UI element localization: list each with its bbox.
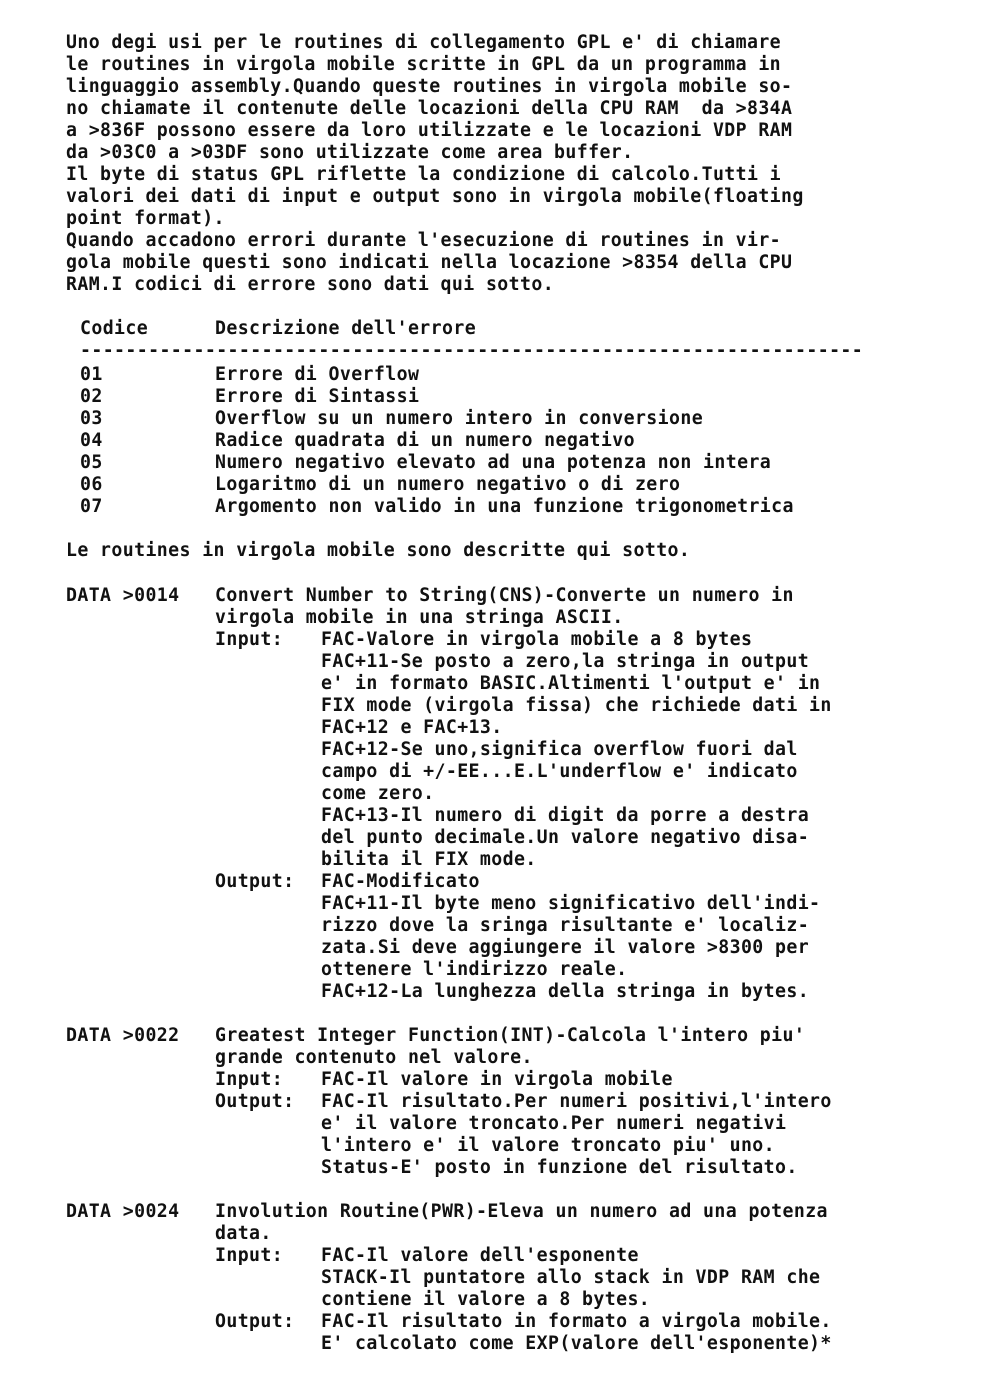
- output-line: rizzo dove la sringa risultante e' localiz-: [321, 915, 810, 936]
- intro-line: da >03C0 a >03DF sono utilizzate come area buffer.: [66, 142, 634, 163]
- input-line: FAC-Il valore dell'esponente: [321, 1245, 639, 1266]
- routine-label: DATA >0024: [66, 1201, 180, 1222]
- routine-desc: Involution Routine(PWR)-Eleva un numero ad una potenza: [215, 1201, 828, 1222]
- intro-line: point format).: [66, 208, 225, 229]
- output-label: Output:: [215, 1311, 295, 1332]
- output-line: FAC+11-Il byte meno significativo dell'indi-: [321, 893, 821, 914]
- error-desc: Errore di Overflow: [215, 364, 420, 385]
- input-line: campo di +/-EE...E.L'underflow e' indicato: [321, 761, 798, 782]
- output-line: e' il valore troncato.Per numeri negativi: [321, 1113, 787, 1134]
- input-line: FAC+12-Se uno,significa overflow fuori dal: [321, 739, 798, 760]
- table-header-desc: Descrizione dell'errore: [215, 318, 477, 339]
- intro-line: Quando accadono errori durante l'esecuzione di routines in vir-: [66, 230, 782, 251]
- routine-desc: grande contenuto nel valore.: [215, 1047, 533, 1068]
- input-line: FAC+13-Il numero di digit da porre a destra: [321, 805, 810, 826]
- output-line: zata.Si deve aggiungere il valore >8300 per: [321, 937, 810, 958]
- input-line: FAC-Il valore in virgola mobile: [321, 1069, 673, 1090]
- error-code: 04: [80, 430, 103, 451]
- input-line: FAC+12 e FAC+13.: [321, 717, 503, 738]
- error-desc: Numero negativo elevato ad una potenza non intera: [215, 452, 772, 473]
- input-line: e' in formato BASIC.Altimenti l'output e' in: [321, 673, 821, 694]
- intro-line: linguaggio assembly.Quando queste routines in virgola mobile so-: [66, 76, 793, 97]
- intro-line: RAM.I codici di errore sono dati qui sotto.: [66, 274, 555, 295]
- input-line: del punto decimale.Un valore negativo disa-: [321, 827, 810, 848]
- input-line: come zero.: [321, 783, 435, 804]
- error-code: 01: [80, 364, 103, 385]
- routine-desc: Greatest Integer Function(INT)-Calcola l'intero piu': [215, 1025, 806, 1046]
- output-line: E' calcolato come EXP(valore dell'esponente)*: [321, 1333, 832, 1354]
- output-line: FAC+12-La lunghezza della stringa in bytes.: [321, 981, 810, 1002]
- error-code: 03: [80, 408, 103, 429]
- error-code: 02: [80, 386, 103, 407]
- error-code: 07: [80, 496, 103, 517]
- output-label: Output:: [215, 871, 295, 892]
- routines-intro: Le routines in virgola mobile sono descritte qui sotto.: [66, 540, 691, 561]
- input-label: Input:: [215, 629, 284, 650]
- input-line: FIX mode (virgola fissa) che richiede dati in: [321, 695, 832, 716]
- output-label: Output:: [215, 1091, 295, 1112]
- intro-line: Il byte di status GPL riflette la condizione di calcolo.Tutti i: [66, 164, 782, 185]
- intro-line: no chiamate il contenute delle locazioni della CPU RAM da >834A: [66, 98, 793, 119]
- output-line: FAC-Modificato: [321, 871, 480, 892]
- routine-desc: data.: [215, 1223, 272, 1244]
- input-line: STACK-Il puntatore allo stack in VDP RAM che: [321, 1267, 821, 1288]
- input-line: bilita il FIX mode.: [321, 849, 537, 870]
- routine-label: DATA >0014: [66, 585, 180, 606]
- input-line: contiene il valore a 8 bytes.: [321, 1289, 651, 1310]
- input-label: Input:: [215, 1245, 284, 1266]
- table-rule: ---------------------------------------------------------------------: [80, 340, 864, 361]
- error-code: 05: [80, 452, 103, 473]
- input-line: FAC+11-Se posto a zero,la stringa in output: [321, 651, 810, 672]
- intro-line: le routines in virgola mobile scritte in GPL da un programma in: [66, 54, 782, 75]
- output-line: Status-E' posto in funzione del risultato.: [321, 1157, 798, 1178]
- error-desc: Overflow su un numero intero in conversione: [215, 408, 704, 429]
- output-line: l'intero e' il valore troncato piu' uno.: [321, 1135, 775, 1156]
- error-code: 06: [80, 474, 103, 495]
- output-line: FAC-Il risultato.Per numeri positivi,l'intero: [321, 1091, 832, 1112]
- routine-desc: virgola mobile in una stringa ASCII.: [215, 607, 624, 628]
- table-header-code: Codice: [80, 318, 149, 339]
- routine-label: DATA >0022: [66, 1025, 180, 1046]
- error-desc: Errore di Sintassi: [215, 386, 420, 407]
- output-line: FAC-Il risultato in formato a virgola mobile.: [321, 1311, 832, 1332]
- intro-line: a >836F possono essere da loro utilizzate e le locazioni VDP RAM: [66, 120, 793, 141]
- intro-line: Uno degi usi per le routines di collegamento GPL e' di chiamare: [66, 32, 782, 53]
- intro-line: gola mobile questi sono indicati nella locazione >8354 della CPU: [66, 252, 793, 273]
- error-desc: Argomento non valido in una funzione trigonometrica: [215, 496, 794, 517]
- error-desc: Radice quadrata di un numero negativo: [215, 430, 635, 451]
- error-desc: Logaritmo di un numero negativo o di zero: [215, 474, 681, 495]
- intro-line: valori dei dati di input e output sono in virgola mobile(floating: [66, 186, 804, 207]
- output-line: ottenere l'indirizzo reale.: [321, 959, 628, 980]
- input-line: FAC-Valore in virgola mobile a 8 bytes: [321, 629, 753, 650]
- routine-desc: Convert Number to String(CNS)-Converte un numero in: [215, 585, 794, 606]
- input-label: Input:: [215, 1069, 284, 1090]
